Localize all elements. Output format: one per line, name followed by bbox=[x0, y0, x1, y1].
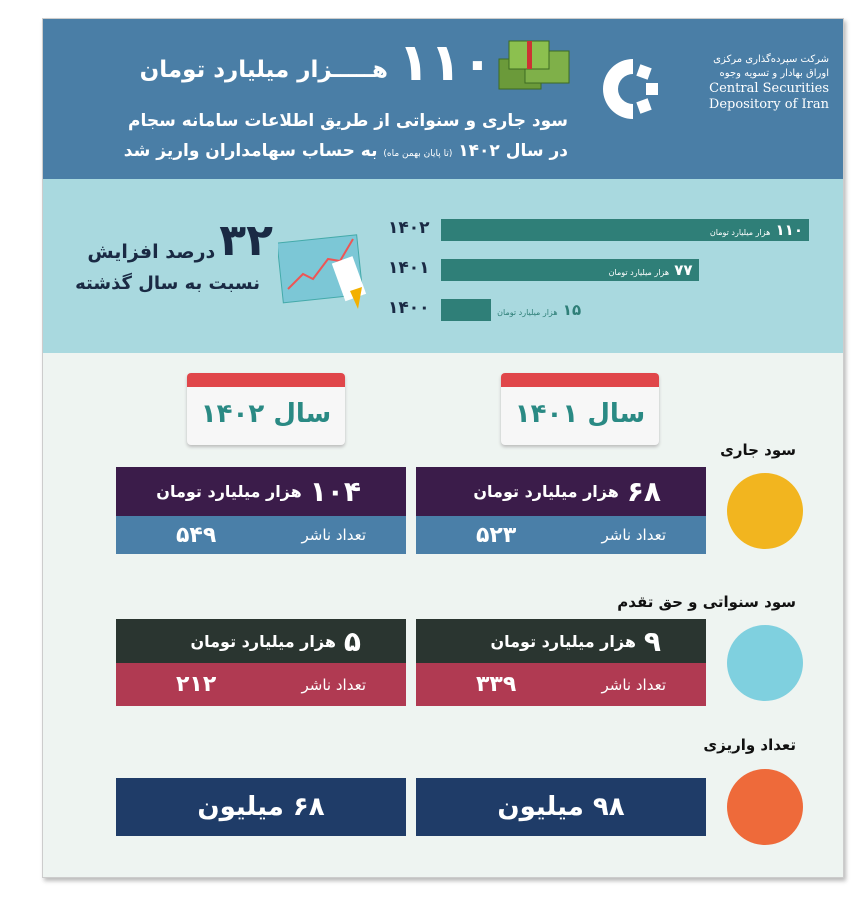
accumulated-1401-box bbox=[416, 619, 706, 706]
amount: ۱۰۴ bbox=[309, 475, 361, 508]
accumulated-1402-box bbox=[116, 619, 406, 706]
current-1401-box bbox=[416, 467, 706, 554]
bar bbox=[441, 259, 699, 281]
subtitle-end: به حساب سهامداران واریز شد bbox=[123, 141, 378, 161]
year-label-1402: سال ۱۴۰۲ bbox=[200, 399, 332, 429]
issuers-count: ۵۲۳ bbox=[476, 522, 517, 548]
csdi-logo-icon bbox=[598, 54, 664, 124]
bar-value-label bbox=[710, 221, 803, 239]
issuers-label: تعداد ناشر bbox=[601, 675, 666, 694]
logo-text bbox=[709, 53, 829, 113]
logo-fa1: شرکت سپرده‌گذاری مرکزی bbox=[713, 54, 829, 65]
subtitle-year: در سال ۱۴۰۲ bbox=[458, 141, 568, 161]
growth-text1: درصد افزایش bbox=[87, 241, 216, 263]
bar-value: ۱۱۰ bbox=[775, 221, 803, 239]
deposits-1401-box: ۹۸ میلیون bbox=[416, 778, 706, 836]
unit: هزار میلیارد تومان bbox=[473, 482, 619, 501]
issuers-count: ۵۴۹ bbox=[176, 522, 217, 548]
bar-unit: هزار میلیارد تومان bbox=[497, 308, 558, 317]
growth-percent: ۳۲ bbox=[219, 215, 273, 266]
bar-year-label: ۱۴۰۱ bbox=[388, 258, 430, 278]
growth-band bbox=[43, 179, 843, 353]
growth-stat bbox=[87, 215, 273, 266]
section-title-deposits: تعداد واریزی bbox=[703, 736, 796, 754]
deposits-1402-box: ۶۸ میلیون bbox=[116, 778, 406, 836]
bar-value-label bbox=[497, 301, 581, 319]
issuers-label: تعداد ناشر bbox=[301, 675, 366, 694]
coins-hand-icon bbox=[727, 625, 803, 701]
unit: هزار میلیارد تومان bbox=[190, 631, 336, 651]
issuers-count: ۲۱۲ bbox=[176, 672, 217, 697]
section-title-accumulated: سود سنواتی و حق تقدم bbox=[617, 593, 796, 611]
bar-year-label: ۱۴۰۲ bbox=[388, 218, 430, 238]
bar-unit: هزار میلیارد تومان bbox=[709, 228, 771, 237]
headline-amount: ۱۱۰ bbox=[398, 33, 494, 93]
bar-value-label bbox=[609, 261, 693, 279]
subtitle-line1: سود جاری و سنواتی از طریق اطلاعات سامانه سجام bbox=[128, 111, 568, 131]
subtitle-note: (تا پایان بهمن ماه) bbox=[383, 149, 453, 159]
money-stack-icon bbox=[495, 37, 575, 97]
infographic bbox=[42, 18, 844, 878]
year-label-1401: سال ۱۴۰۱ bbox=[514, 399, 646, 429]
logo-en1: Central Securities bbox=[709, 81, 829, 96]
growth-chart-icon bbox=[278, 229, 368, 309]
headline-unit: هـــــزار میلیارد تومان bbox=[139, 57, 388, 83]
issuers-label: تعداد ناشر bbox=[301, 526, 366, 544]
logo-en2: Depository of Iran bbox=[708, 97, 829, 112]
calendar-1402 bbox=[187, 373, 345, 445]
bar-year-label: ۱۴۰۰ bbox=[388, 298, 430, 318]
headline bbox=[398, 33, 494, 93]
logo-fa2: اوراق بهادار و تسویه وجوه bbox=[719, 68, 829, 79]
unit: هزار میلیارد تومان bbox=[156, 482, 302, 501]
amount: ۶۸ bbox=[626, 475, 661, 508]
bar bbox=[441, 219, 809, 241]
current-1402-box bbox=[116, 467, 406, 554]
issuers-label: تعداد ناشر bbox=[601, 526, 666, 544]
section-title-current: سود جاری bbox=[720, 441, 796, 459]
amount: ۵ bbox=[343, 624, 361, 658]
bar-value: ۱۵ bbox=[562, 301, 582, 319]
bar-value: ۷۷ bbox=[674, 261, 693, 279]
bar bbox=[441, 299, 491, 321]
handshake-money-icon bbox=[727, 473, 803, 549]
issuers-count: ۳۳۹ bbox=[476, 672, 517, 697]
header bbox=[43, 19, 843, 179]
unit: هزار میلیارد تومان bbox=[490, 631, 636, 651]
calendar-1401 bbox=[501, 373, 659, 445]
document-icon bbox=[727, 769, 803, 845]
amount: ۹ bbox=[643, 624, 661, 658]
subtitle-line2 bbox=[124, 141, 568, 161]
bar-unit: هزار میلیارد تومان bbox=[608, 268, 670, 277]
growth-text2: نسبت به سال گذشته bbox=[75, 273, 260, 294]
